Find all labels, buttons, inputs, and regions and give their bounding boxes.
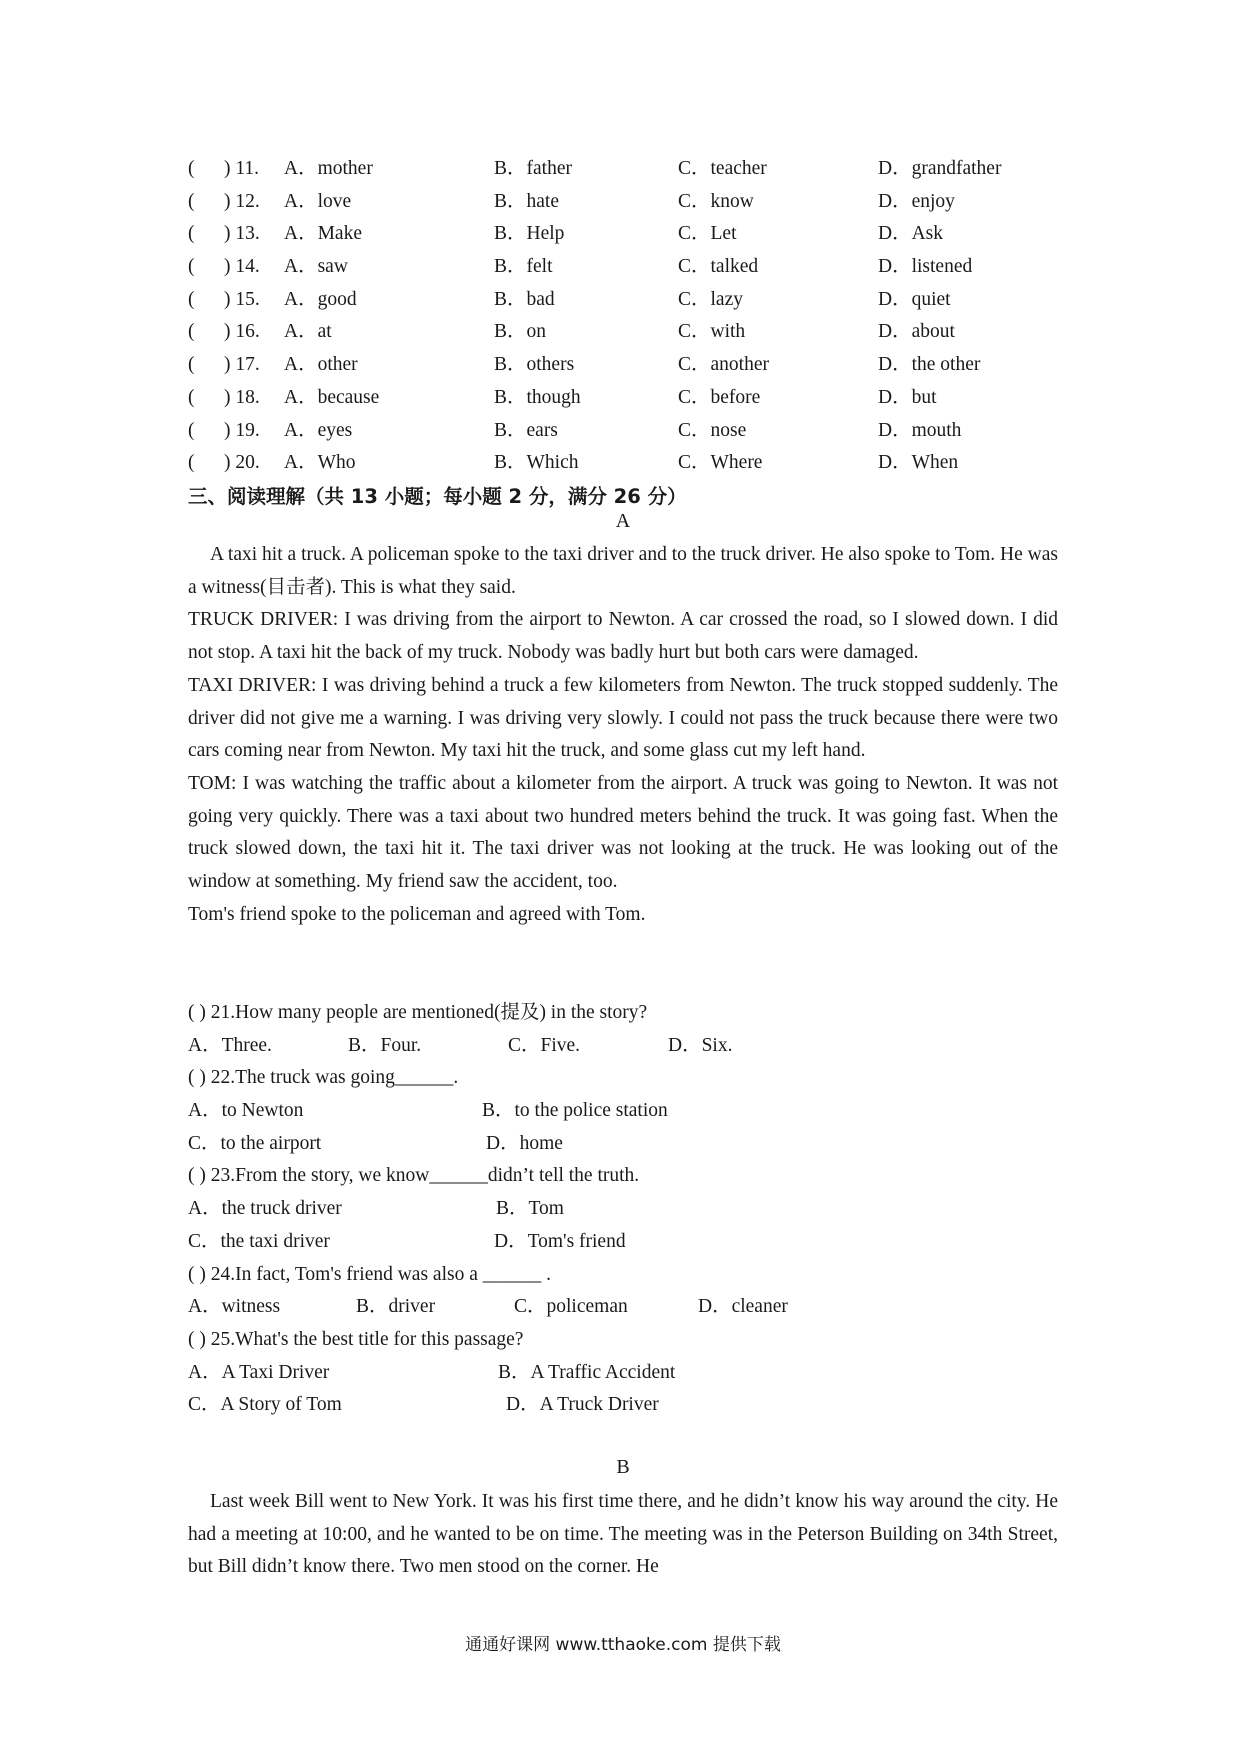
passage-paragraph: Last week Bill went to New York. It was his first time there, and he didn’t know his way around the city. He had a meeting at 10:00, and he wanted to be on time. The meeting was in the Peterson Building on 34th Street, but Bill didn’t know there. Two men stood on the corner. He [188,1491,1058,1578]
option-b: B．ears [494,419,558,441]
option-c: C．Let [678,223,737,245]
answer-paren: ( [188,321,195,343]
option-b: B．though [494,386,581,408]
cloze-options-list [188,153,1088,480]
option-a: A．saw [284,256,348,278]
passage-b-label: B [616,1456,630,1478]
option-d: D．cleaner [698,1296,788,1318]
option-b: B．A Traffic Accident [498,1361,676,1383]
passage-paragraph: TRUCK DRIVER: I was driving from the airport to Newton. A car crossed the road, so I slowed down. I did not stop. A taxi hit the back of my truck. Nobody was badly hurt but both cars were damaged. [188,609,1058,664]
option-d: D．enjoy [878,190,955,212]
passage-b-text [188,1486,1058,1584]
question-row [188,218,1088,251]
question-row [188,382,1088,415]
question-row [188,349,1088,382]
option-d: D．quiet [878,288,951,310]
question-row [188,251,1088,284]
question-options-line [188,1095,1088,1128]
section-heading: 三、阅读理解（共 13 小题；每小题 2 分，满分 26 分） [188,485,687,508]
question-stem: ( ) 21.How many people are mentioned(提及) in the story? [188,1002,648,1023]
question-stem: ( ) 24.In fact, Tom's friend was also a ______ . [188,1263,551,1285]
option-b: B．felt [494,256,553,278]
question-options-line [188,1357,1088,1390]
question-row [188,447,1088,480]
answer-paren: ( [188,419,195,441]
answer-paren: ( [188,256,195,278]
question-number: ) 17. [224,354,260,376]
question-number: ) 13. [224,223,260,245]
option-b: B．bad [494,288,555,310]
passage-a-questions [188,997,1088,1422]
question-stem: ( ) 22.The truck was going______. [188,1067,459,1089]
question-stem-line [188,1160,1088,1193]
question-row [188,153,1088,186]
question-row [188,186,1088,219]
option-b: B．Which [494,452,579,474]
option-a: A．Who [284,452,356,474]
option-a: A．Make [284,223,362,245]
option-c: C．the taxi driver [188,1230,330,1252]
question-options-line [188,1226,1088,1259]
page-footer: 通通好课网 www.tthaoke.com 提供下载 [465,1635,781,1655]
question-stem-line [188,1062,1088,1095]
answer-paren: ( [188,158,195,179]
option-c: C．A Story of Tom [188,1394,342,1416]
option-b: B．on [494,321,547,343]
question-number: ) 14. [224,256,260,278]
question-options-line [188,1030,1088,1063]
question-stem-line [188,1259,1088,1292]
question-row [188,284,1088,317]
question-stem: ( ) 23.From the story, we know______didn’t tell the truth. [188,1165,640,1187]
option-d: D．home [486,1132,563,1154]
question-number: ) 20. [224,452,260,474]
option-d: D．When [878,452,959,474]
question-number: ) 12. [224,190,260,212]
passage-a-text [188,539,1058,931]
option-c: C．nose [678,419,747,441]
option-c: C．another [678,354,769,376]
option-c: C．policeman [514,1296,628,1318]
question-options-line [188,1128,1088,1161]
option-b: B．to the police station [482,1100,668,1122]
option-a: A．other [284,354,358,376]
option-d: D．Ask [878,223,944,245]
option-a: A．good [284,288,357,310]
option-d: D．about [878,321,955,343]
option-c: C．before [678,386,761,408]
option-a: A．eyes [284,419,353,441]
passage-paragraph: Tom's friend spoke to the policeman and agreed with Tom. [188,903,646,925]
option-c: C．Five. [508,1034,581,1056]
option-c: C．to the airport [188,1132,322,1154]
option-a: A．Three. [188,1034,272,1056]
question-row [188,316,1088,349]
option-c: C．talked [678,256,759,278]
question-stem-line [188,1324,1088,1357]
option-d: D．Tom's friend [494,1230,626,1252]
option-a: A．to Newton [188,1100,304,1122]
option-c: C．Where [678,452,763,474]
option-b: B．Tom [496,1198,564,1220]
option-d: D．the other [878,354,981,376]
option-b: B．father [494,158,572,179]
option-a: A．the truck driver [188,1198,342,1220]
option-d: D．Six. [668,1034,733,1056]
question-number: ) 16. [224,321,260,343]
passage-a-label: A [615,510,631,532]
answer-paren: ( [188,288,195,310]
option-b: B．Four. [348,1034,422,1056]
question-number: ) 18. [224,386,260,408]
option-a: A．love [284,190,352,212]
option-a: A．at [284,321,332,343]
option-d: D．mouth [878,419,962,441]
option-b: B．others [494,354,575,376]
option-b: B．hate [494,190,559,212]
passage-paragraph: A taxi hit a truck. A policeman spoke to the taxi driver and to the truck driver. He also spoke to Tom. He was a witness(目击者). This is what they said. [188,544,1058,598]
answer-paren: ( [188,452,195,474]
question-number: ) 19. [224,419,260,441]
option-c: C．with [678,321,746,343]
question-number: ) 15. [224,288,260,310]
passage-paragraph: TAXI DRIVER: I was driving behind a truck a few kilometers from Newton. The truck stopped suddenly. The driver did not give me a warning. I was driving very slowly. I could not pass the truck because there were two cars coming near from Newton. My taxi hit the truck, and some glass cut my left hand. [188,674,1058,762]
question-stem: ( ) 25.What's the best title for this passage? [188,1328,524,1350]
option-c: C．lazy [678,288,743,310]
option-c: C．teacher [678,158,767,179]
question-number: ) 11. [224,158,260,179]
answer-paren: ( [188,354,195,376]
option-d: D．grandfather [878,158,1002,179]
option-a: A．witness [188,1296,281,1318]
option-d: D．but [878,386,937,408]
option-b: B．driver [356,1296,436,1318]
option-c: C．know [678,190,754,212]
option-d: D．A Truck Driver [506,1394,659,1416]
question-options-line [188,1193,1088,1226]
option-a: A．because [284,386,380,408]
answer-paren: ( [188,386,195,408]
question-stem-line [188,997,1088,1030]
question-row [188,415,1088,448]
passage-paragraph: TOM: I was watching the traffic about a kilometer from the airport. A truck was going to Newton. It was not going very quickly. There was a taxi about two hundred meters behind the truck. It was going fast. When the truck slowed down, the taxi hit it. The taxi driver was not looking at the truck. He was looking out of the window at something. My friend saw the accident, too. [188,772,1058,893]
option-a: A．mother [284,158,373,179]
option-b: B．Help [494,223,565,245]
question-options-line [188,1389,1088,1422]
question-options-line [188,1291,1088,1324]
option-d: D．listened [878,256,973,278]
answer-paren: ( [188,190,195,212]
answer-paren: ( [188,223,195,245]
option-a: A．A Taxi Driver [188,1361,330,1383]
